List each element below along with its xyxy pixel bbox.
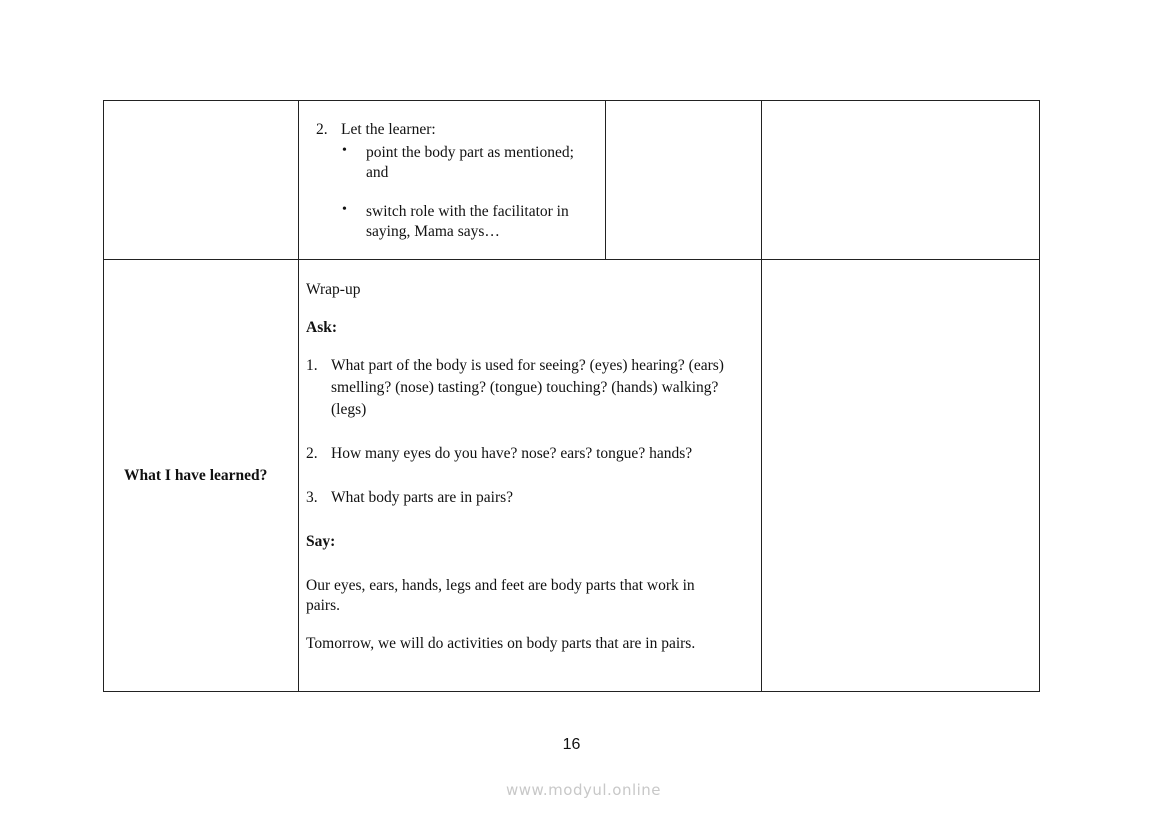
bullet-text-line: and [366, 164, 389, 181]
question-text-line: What part of the body is used for seeing? (eyes) hearing? (ears) [331, 357, 724, 374]
bullet-marker: • [342, 143, 347, 158]
column-divider-1 [298, 100, 299, 692]
bullet-marker: • [342, 202, 347, 217]
section-heading: Wrap-up [306, 281, 361, 298]
bullet-text-line: point the body part as mentioned; [366, 144, 574, 161]
question-text-line: What body parts are in pairs? [331, 489, 514, 506]
question-number: 1. [306, 357, 318, 374]
question-number: 3. [306, 489, 318, 506]
row-label: What I have learned? [124, 467, 268, 484]
bullet-text-line: saying, Mama says… [366, 223, 500, 240]
row-divider [103, 259, 1040, 260]
table-border-left [103, 100, 104, 692]
question-text-line: (legs) [331, 401, 367, 418]
watermark: www.modyul.online [505, 781, 662, 799]
table-border-bottom [103, 691, 1040, 692]
say-text-line: Our eyes, ears, hands, legs and feet are body parts that work in [306, 577, 695, 594]
item-label: Let the learner: [341, 121, 436, 138]
question-text-line: How many eyes do you have? nose? ears? tongue? hands? [331, 445, 693, 462]
say-text-line: pairs. [306, 597, 341, 614]
column-divider-2 [605, 100, 606, 260]
item-number: 2. [316, 121, 328, 138]
closing-text: Tomorrow, we will do activities on body parts that are in pairs. [306, 635, 696, 652]
ask-label: Ask: [306, 319, 338, 336]
column-divider-3 [761, 100, 762, 692]
question-text-line: smelling? (nose) tasting? (tongue) touching? (hands) walking? [331, 379, 719, 396]
question-number: 2. [306, 445, 318, 462]
page-number: 16 [562, 736, 581, 753]
bullet-text-line: switch role with the facilitator in [366, 203, 569, 220]
table-border-top [103, 100, 1040, 101]
table-border-right [1039, 100, 1040, 692]
say-label: Say: [306, 533, 336, 550]
